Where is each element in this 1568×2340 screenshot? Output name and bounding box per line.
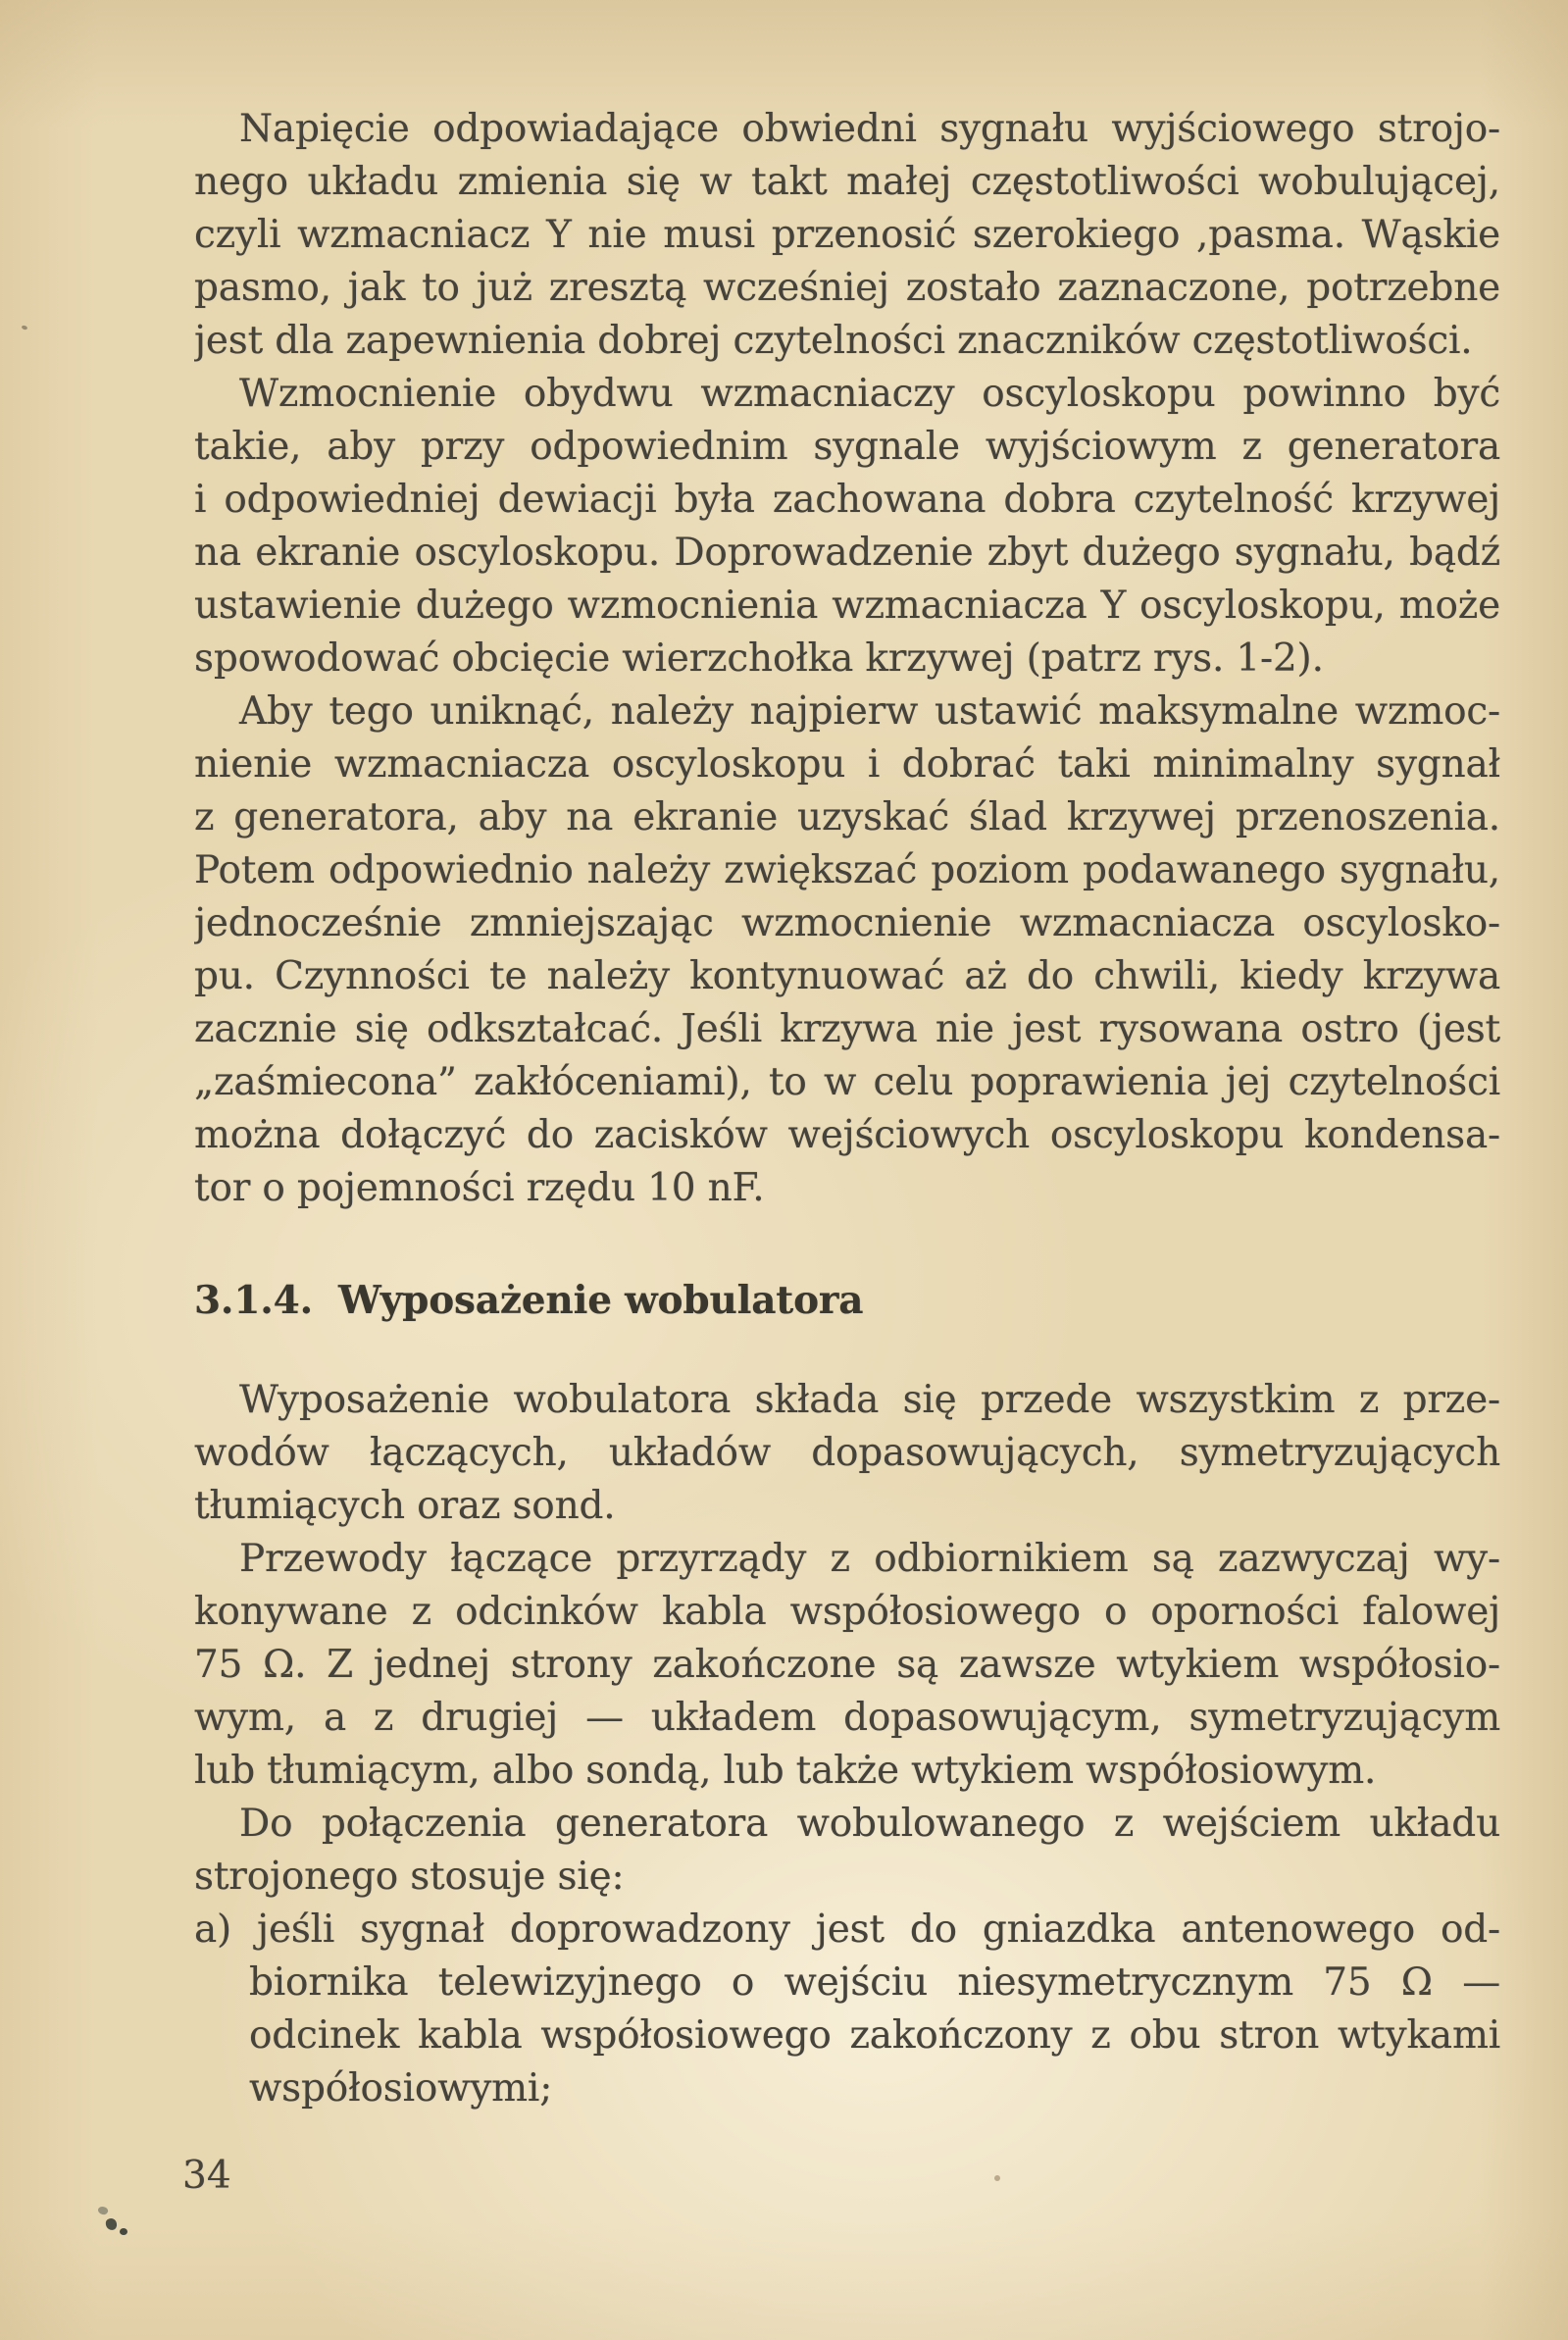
list-item [194, 1904, 1500, 2115]
text-line: nienie wzmacniacza oscyloskopu i dobrać taki minimalny sygnał [194, 742, 1500, 787]
line-text: jeśli sygnał doprowadzony jest do gniazdka antenowego od- [257, 1908, 1500, 1952]
paragraph [194, 1533, 1500, 1798]
text-line: Wzmocnienie obydwu wzmacniaczy oscyloskopu powinno być [239, 372, 1500, 416]
text-line: lub tłumiącym, albo sondą, lub także wtykiem współosiowym. [194, 1749, 1377, 1793]
text-line: i odpowiedniej dewiacji była zachowana dobra czytelność krzywej [194, 478, 1500, 522]
text-line: Przewody łączące przyrządy z odbiornikiem są zazwyczaj wy- [239, 1537, 1500, 1581]
text-line: nego układu zmienia się w takt małej częstotliwości wobulującej, [194, 160, 1500, 204]
text-line: pasmo, jak to już zresztą wcześniej zostało zaznaczone, potrzebne [194, 266, 1500, 310]
paragraph [194, 1374, 1500, 1533]
text-line: biornika telewizyjnego o wejściu niesymetrycznym 75 Ω — [249, 1960, 1500, 2005]
text-line: Napięcie odpowiadające obwiedni sygnału wyjściowego strojo- [239, 107, 1500, 151]
ink-blot-dot [120, 2228, 127, 2235]
text-line: Do połączenia generatora wobulowanego z wejściem układu [239, 1802, 1500, 1846]
text-line: wodów łączących, układów dopasowujących, symetryzujących [194, 1431, 1500, 1475]
list-marker: a) [194, 1908, 232, 1952]
text-column [194, 103, 1500, 2115]
section-number: 3.1.4. [194, 1278, 313, 1323]
paper-speck [994, 2175, 1000, 2181]
text-line: współosiowymi; [249, 2066, 553, 2111]
text-line: Potem odpowiednio należy zwiększać poziom podawanego sygnału, [194, 848, 1500, 892]
text-line: tłumiących oraz sond. [194, 1484, 616, 1528]
text-line: jednocześnie zmniejszając wzmocnienie wzmacniacza oscylosko- [194, 901, 1500, 945]
section-heading [194, 1274, 1500, 1327]
text-line: na ekranie oscyloskopu. Doprowadzenie zbyt dużego sygnału, bądź [194, 531, 1500, 575]
ink-blot [94, 2205, 129, 2240]
paragraph [194, 1798, 1500, 1904]
text-line: czyli wzmacniacz Y nie musi przenosić szerokiego ,pasma. Wąskie [194, 213, 1500, 257]
page-number: 34 [182, 2154, 231, 2198]
section-title: Wyposażenie wobulatora [337, 1278, 864, 1323]
text-line: pu. Czynności te należy kontynuować aż do chwili, kiedy krzywa [194, 954, 1500, 998]
ink-blot-dot [97, 2205, 110, 2216]
text-line: z generatora, aby na ekranie uzyskać ślad krzywej przenoszenia. [194, 795, 1500, 839]
text-line: takie, aby przy odpowiednim sygnale wyjściowym z generatora [194, 425, 1500, 469]
text-line: można dołączyć do zacisków wejściowych oscyloskopu kondensa- [194, 1113, 1500, 1157]
text-line: konywane z odcinków kabla współosiowego o oporności falowej [194, 1590, 1500, 1634]
ink-blot-dot [105, 2217, 118, 2231]
text-line: „zaśmiecona” zakłóceniami), to w celu poprawienia jej czytelności [194, 1060, 1500, 1104]
text-line: ustawienie dużego wzmocnienia wzmacniacza Y oscyloskopu, może [194, 584, 1500, 628]
text-line: jest dla zapewnienia dobrej czytelności znaczników częstotliwości. [194, 319, 1473, 363]
text-line: 75 Ω. Z jednej strony zakończone są zawsze wtykiem współosio- [194, 1643, 1500, 1687]
paragraph [194, 686, 1500, 1215]
text-line: Wyposażenie wobulatora składa się przede wszystkim z prze- [239, 1378, 1500, 1422]
text-line: zacznie się odkształcać. Jeśli krzywa nie jest rysowana ostro (jest [194, 1007, 1500, 1051]
text-line: spowodować obcięcie wierzchołka krzywej (patrz rys. 1-2). [194, 636, 1324, 681]
text-line: strojonego stosuje się: [194, 1855, 625, 1899]
text-line: odcinek kabla współosiowego zakończony z obu stron wtykami [249, 2013, 1500, 2058]
text-line [194, 1904, 1500, 1957]
text-line: tor o pojemności rzędu 10 nF. [194, 1166, 765, 1210]
text-line: Aby tego uniknąć, należy najpierw ustawić maksymalne wzmoc- [239, 689, 1500, 734]
paragraph [194, 368, 1500, 686]
paragraph [194, 103, 1500, 368]
text-line: wym, a z drugiej — układem dopasowującym, symetryzującym [194, 1696, 1500, 1740]
paper-speck [21, 325, 27, 331]
